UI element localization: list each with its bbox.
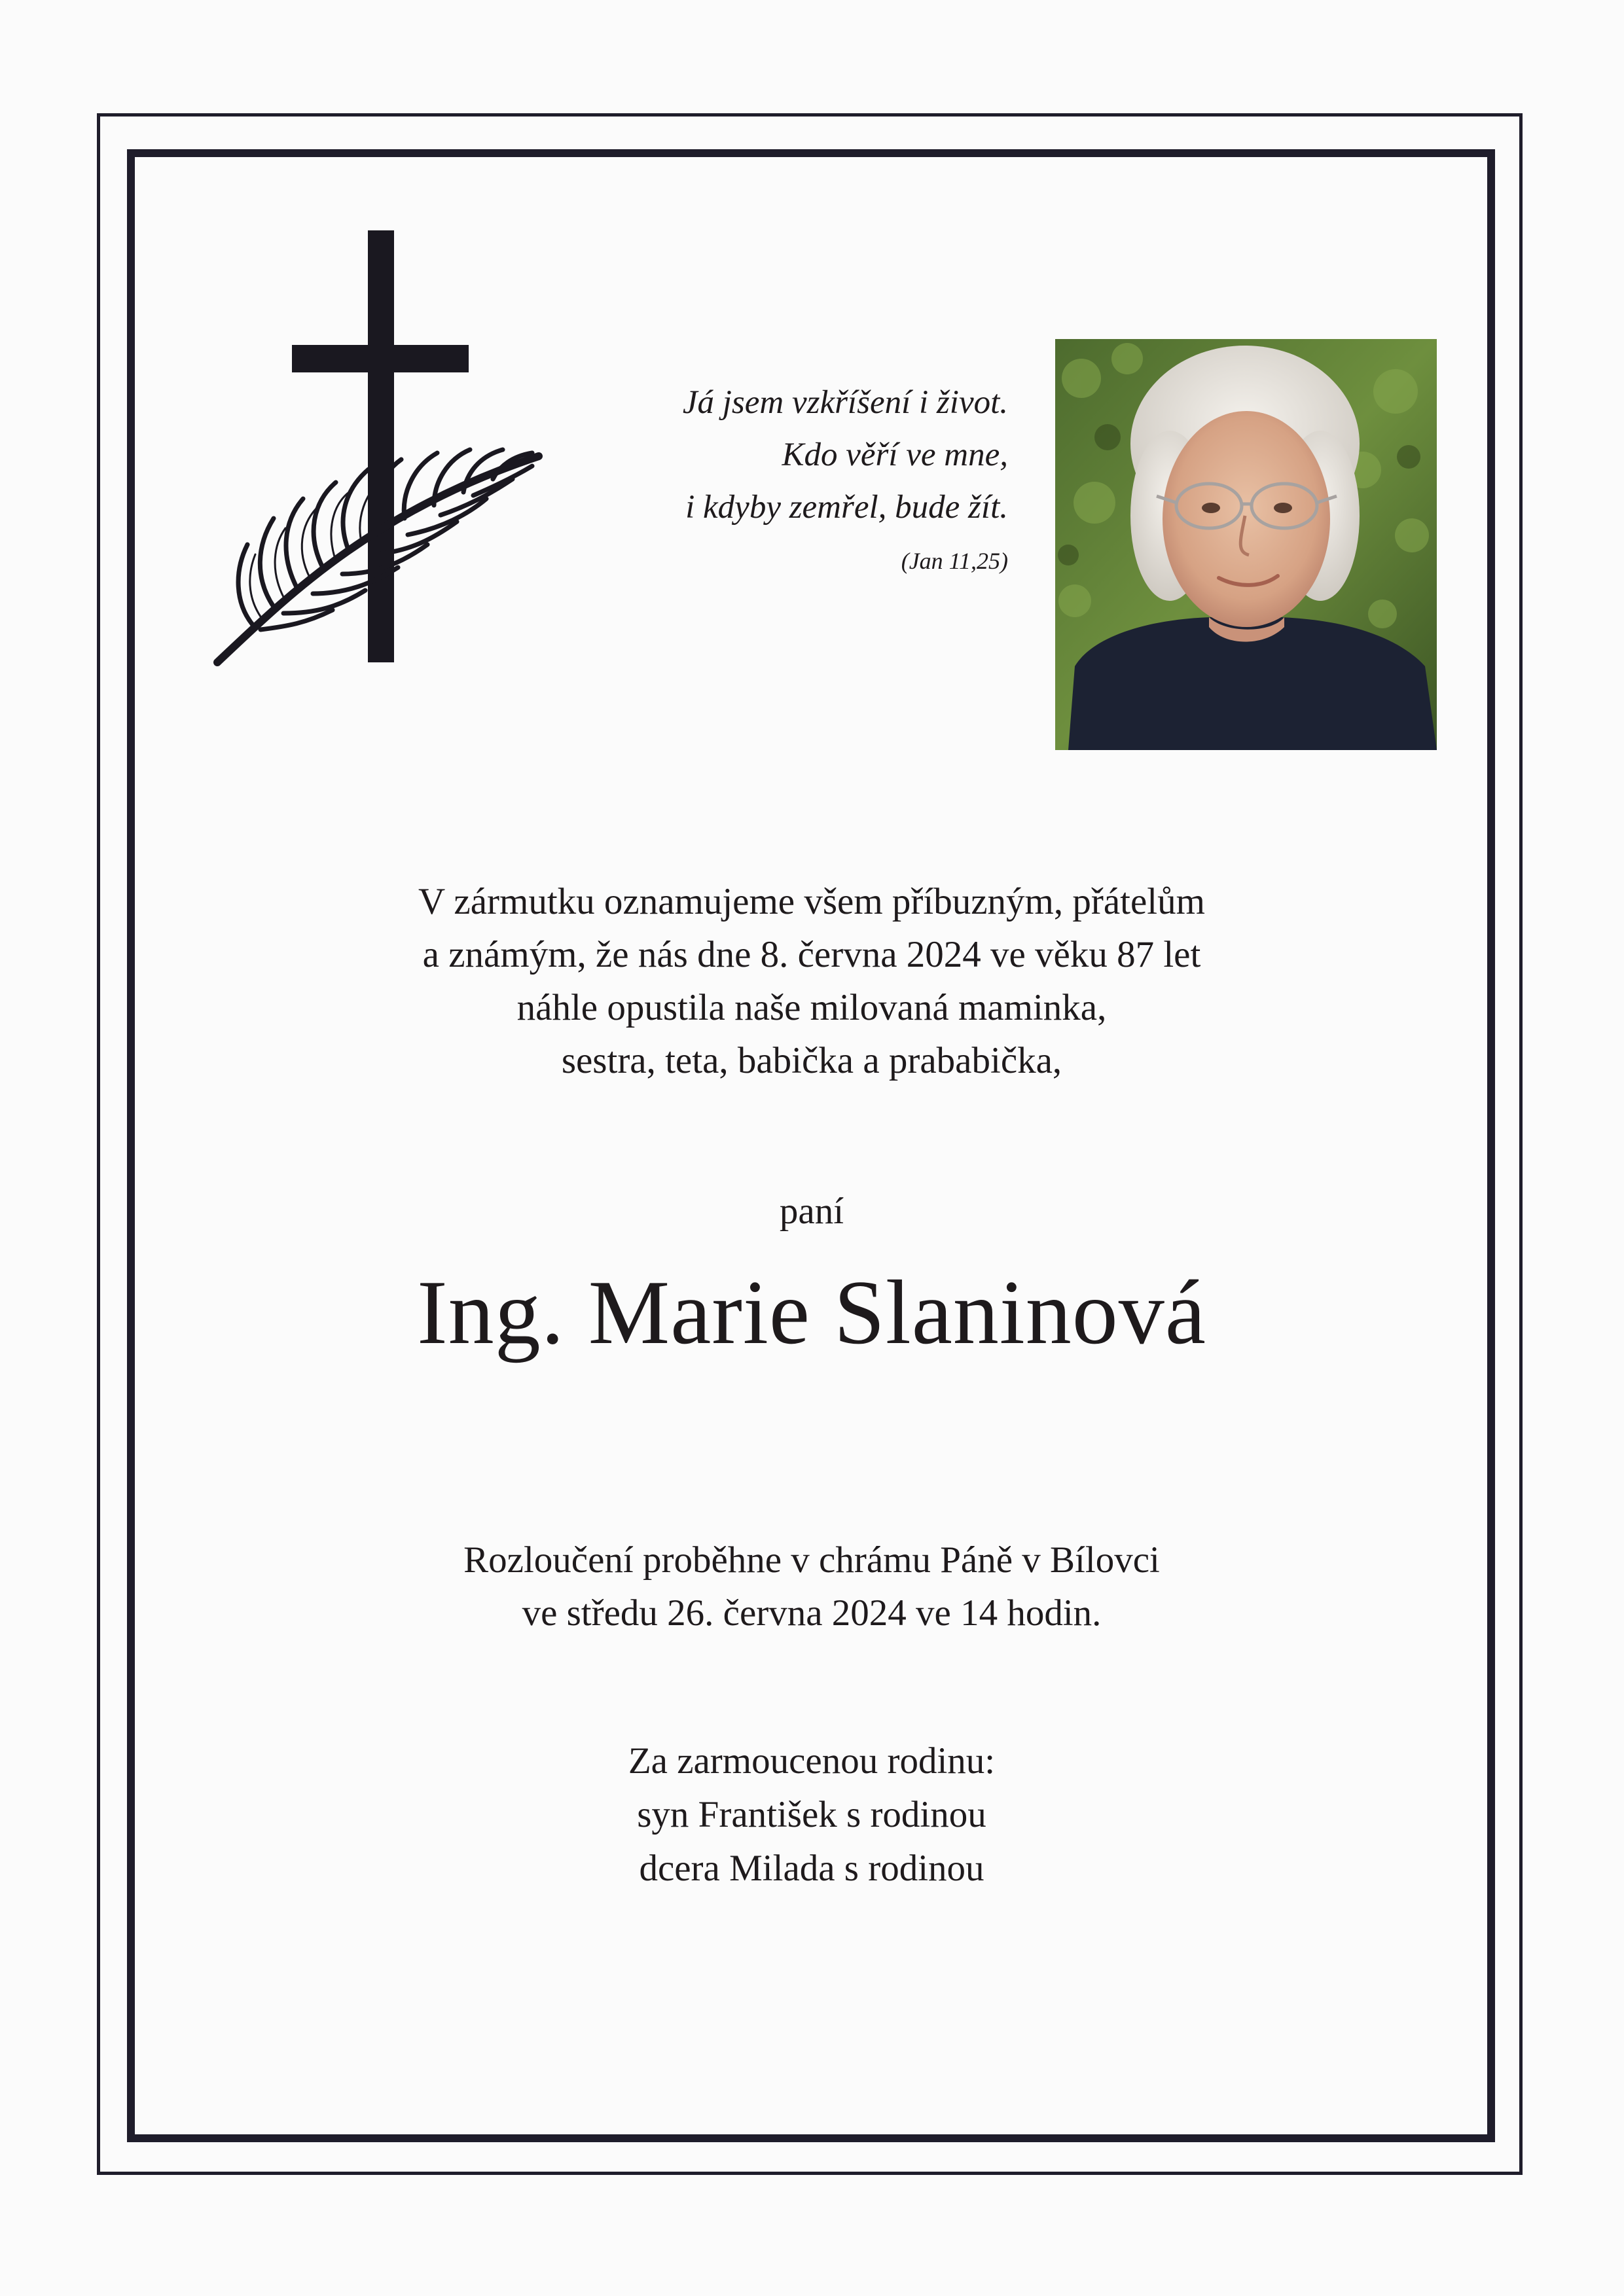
honorific: paní — [779, 1191, 844, 1232]
family-signature — [164, 1734, 1460, 1895]
ceremony-line: Rozloučení proběhne v chrámu Páně v Bílovci — [463, 1539, 1160, 1581]
portrait-photo — [1055, 339, 1437, 750]
deceased-name: Ing. Marie Slaninová — [417, 1262, 1206, 1363]
death-announcement — [164, 875, 1460, 1087]
family-line: Za zarmoucenou rodinu: — [628, 1740, 996, 1782]
announcement-line: a známým, že nás dne 8. června 2024 ve věku 87 let — [422, 934, 1201, 975]
announcement-line: náhle opustila naše milovaná maminka, — [516, 987, 1107, 1028]
verse-reference: (Jan 11,25) — [901, 548, 1008, 574]
cross-with-palm-icon — [208, 230, 549, 675]
ceremony-info — [164, 1534, 1460, 1640]
verse-line: Kdo věří ve mne, — [782, 437, 1008, 473]
verse-line: i kdyby zemřel, bude žít. — [685, 489, 1008, 526]
verse-line: Já jsem vzkříšení i život. — [682, 384, 1008, 421]
announcement-line: sestra, teta, babička a prababička, — [561, 1040, 1062, 1081]
announcement-line: V zármutku oznamujeme všem příbuzným, přátelům — [418, 881, 1205, 922]
bible-verse — [524, 376, 1008, 533]
family-line: dcera Milada s rodinou — [639, 1848, 984, 1889]
ceremony-line: ve středu 26. června 2024 ve 14 hodin. — [522, 1592, 1102, 1634]
family-line: syn František s rodinou — [637, 1794, 986, 1835]
